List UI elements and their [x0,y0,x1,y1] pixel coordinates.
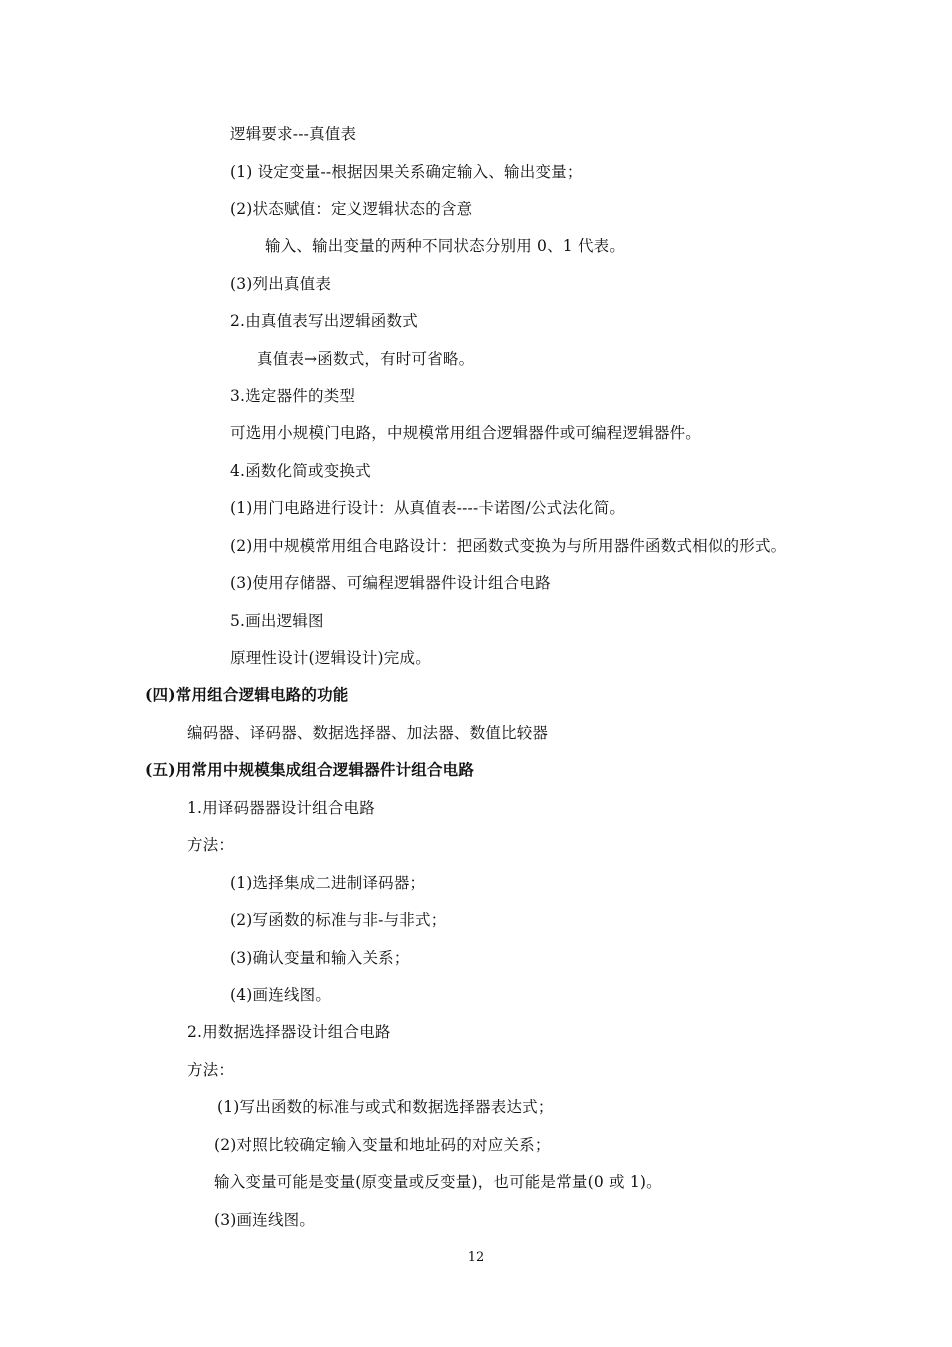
text-line-truth-to-function: 真值表→函数式，有时可省略。 [257,350,475,368]
text-line-logic-requirement: 逻辑要求---真值表 [230,125,357,143]
text-line-mux-design: 2.用数据选择器设计组合电路 [187,1023,391,1041]
text-line-method-1: 方法： [187,836,235,854]
section-heading-5: (五)用常用中规模集成组合逻辑器件计组合电路 [145,760,475,779]
text-line-device-options: 可选用小规模门电路，中规模常用组合逻辑器件或可编程逻辑器件。 [230,424,702,442]
text-line-mux-step-3: (3)画连线图。 [214,1211,316,1229]
text-line-decoder-step-2: (2)写函数的标准与非-与非式； [230,911,447,929]
text-line-set-variables: (1) 设定变量--根据因果关系确定输入、输出变量； [230,163,583,181]
section-heading-4: (四)常用组合逻辑电路的功能 [145,685,349,704]
text-line-msi-design: (2)用中规模常用组合电路设计：把函数式变换为与所用器件函数式相似的形式。 [230,537,787,555]
text-line-decoder-step-3: (3)确认变量和输入关系； [230,949,410,967]
text-line-select-device: 3.选定器件的类型 [230,387,356,405]
text-line-mux-step-2: (2)对照比较确定输入变量和地址码的对应关系； [214,1136,551,1154]
text-line-memory-design: (3)使用存储器、可编程逻辑器件设计组合电路 [230,574,551,592]
text-line-state-assignment: (2)状态赋值：定义逻辑状态的含意 [230,200,473,218]
text-line-list-truth-table: (3)列出真值表 [230,275,332,293]
text-line-simplify: 4.函数化简或变换式 [230,462,371,480]
text-line-write-function: 2.由真值表写出逻辑函数式 [230,312,418,330]
text-line-draw-logic: 5.画出逻辑图 [230,612,324,630]
text-line-decoder-step-1: (1)选择集成二进制译码器； [230,874,426,892]
text-line-decoder-design: 1.用译码器器设计组合电路 [187,799,375,817]
text-line-principle-design: 原理性设计(逻辑设计)完成。 [230,649,431,667]
page-number: 12 [467,1250,485,1265]
text-line-gate-design: (1)用门电路进行设计：从真值表----卡诺图/公式法化简。 [230,499,626,517]
text-line-state-values: 输入、输出变量的两种不同状态分别用 0、1 代表。 [265,237,626,255]
text-line-mux-inputs: 输入变量可能是变量(原变量或反变量)，也可能是常量(0 或 1)。 [214,1173,662,1191]
text-line-decoder-step-4: (4)画连线图。 [230,986,332,1004]
text-line-method-2: 方法： [187,1061,235,1079]
text-line-common-circuits: 编码器、译码器、数据选择器、加法器、数值比较器 [187,724,549,742]
text-line-mux-step-1: (1)写出函数的标准与或式和数据选择器表达式； [217,1098,554,1116]
